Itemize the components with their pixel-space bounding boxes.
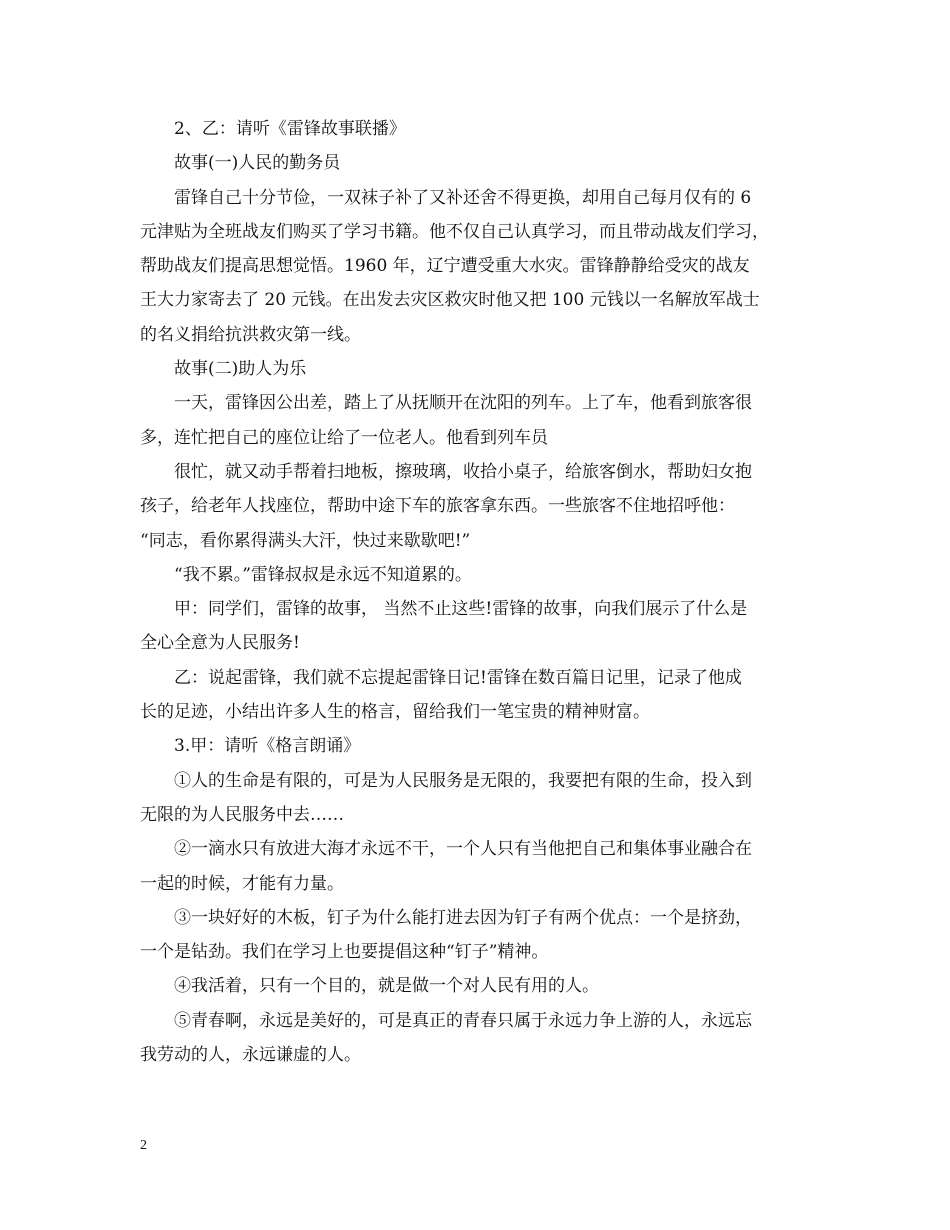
text-line: 王大力家寄去了 20 元钱。在出发去灾区救灾时他又把 100 元钱以一名解放军战士: [140, 290, 760, 311]
text-line: 3.甲：请听《格言朗诵》: [174, 736, 361, 757]
text-line: 长的足迹，小结出许多人生的格言，留给我们一笔宝贵的精神财富。: [140, 702, 650, 723]
text-line: ①人的生命是有限的，可是为人民服务是无限的，我要把有限的生命，投入到: [174, 770, 752, 791]
text-line: 很忙，就又动手帮着扫地板，擦玻璃，收拾小桌子，给旅客倒水，帮助妇女抱: [174, 461, 752, 482]
text-line: “我不累。”雷锋叔叔是永远不知道累的。: [174, 564, 472, 585]
text-line: 的名义捐给抗洪救灾第一线。: [140, 324, 361, 345]
text-line: 无限的为人民服务中去……: [140, 804, 344, 825]
text-line: 一个是钻劲。我们在学习上也要提倡这种“钉子”精神。: [140, 942, 549, 963]
text-line: 元津贴为全班战友们购买了学习书籍。他不仅自己认真学习，而且带动战友们学习，: [140, 221, 769, 242]
text-line: 雷锋自己十分节俭，一双袜子补了又补还舍不得更换，却用自己每月仅有的 6: [174, 187, 752, 208]
text-line: ③一块好好的木板，钉子为什么能打进去因为钉子有两个优点：一个是挤劲，: [174, 907, 752, 928]
text-line: 2、乙：请听《雷锋故事联播》: [174, 119, 406, 139]
text-line: 一天，雷锋因公出差，踏上了从抚顺开在沈阳的列车。上了车，他看到旅客很: [174, 393, 752, 414]
text-line: ④我活着，只有一个目的，就是做一个对人民有用的人。: [174, 976, 599, 997]
text-line: 全心全意为人民服务!: [140, 633, 300, 654]
text-line: 多，连忙把自己的座位让给了一位老人。他看到列车员: [140, 427, 548, 448]
document-body: [140, 112, 820, 1072]
text-line: 故事(二)助人为乐: [174, 359, 307, 380]
page-number: 2: [140, 1138, 147, 1153]
text-line: 帮助战友们提高思想觉悟。1960 年，辽宁遭受重大水灾。雷锋静静给受灾的战友: [140, 256, 750, 277]
text-line: 乙：说起雷锋，我们就不忘提起雷锋日记!雷锋在数百篇日记里，记录了他成: [174, 667, 742, 688]
text-line: 一起的时候，才能有力量。: [140, 873, 344, 894]
text-line: “同志，看你累得满头大汗，快过来歇歇吧!”: [140, 530, 471, 551]
text-line: ②一滴水只有放进大海才永远不干，一个人只有当他把自己和集体事业融合在: [174, 839, 752, 860]
text-line: ⑤青春啊，永远是美好的，可是真正的青春只属于永远力争上游的人，永远忘: [174, 1010, 752, 1031]
text-line: 甲：同学们，雷锋的故事， 当然不止这些!雷锋的故事，向我们展示了什么是: [174, 599, 748, 620]
text-line: 我劳动的人，永远谦虚的人。: [140, 1045, 361, 1066]
text-line: 故事(一)人民的勤务员: [174, 153, 341, 174]
text-line: 孩子，给老年人找座位，帮助中途下车的旅客拿东西。一些旅客不住地招呼他：: [140, 496, 735, 517]
